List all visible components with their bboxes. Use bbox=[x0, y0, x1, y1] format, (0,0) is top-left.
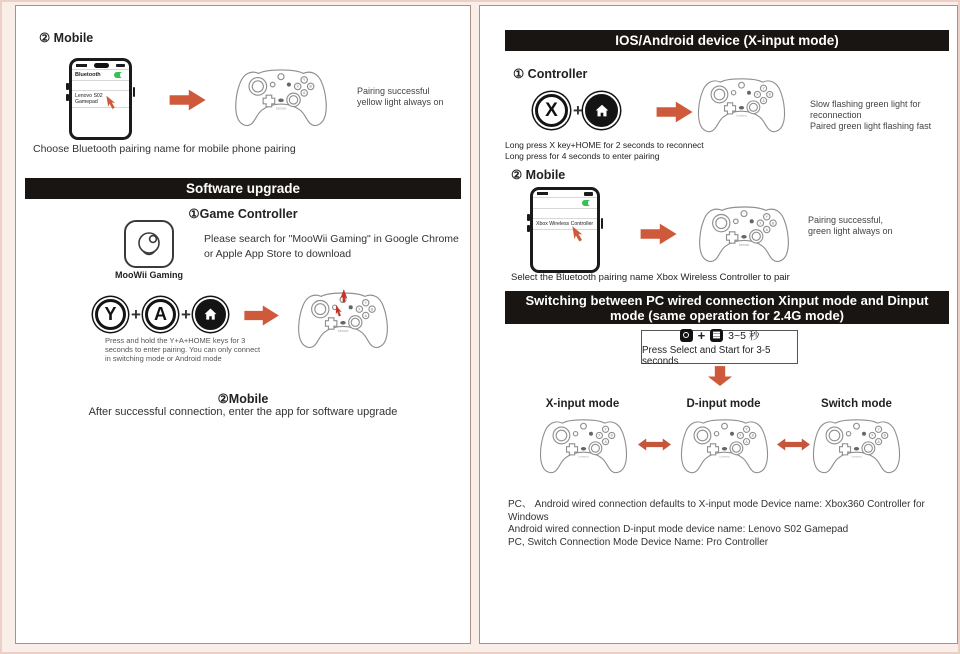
start-button-icon bbox=[710, 329, 723, 342]
step2-heading: ②Mobile bbox=[217, 392, 269, 406]
arrow-right-icon bbox=[656, 100, 694, 124]
volume-button bbox=[66, 94, 69, 101]
pairing-status-text bbox=[357, 86, 444, 108]
right-mobile-heading: ② Mobile bbox=[511, 168, 566, 182]
key-home-button bbox=[585, 94, 618, 127]
step2-text: After successful connection, enter the app for software upgrade bbox=[88, 406, 398, 418]
left-mobile-heading: ② Mobile bbox=[39, 31, 94, 45]
speaker-notch bbox=[94, 63, 109, 68]
gamepad-illustration bbox=[230, 63, 332, 133]
volume-button bbox=[66, 83, 69, 90]
power-button bbox=[133, 87, 136, 97]
bluetooth-label: Bluetooth bbox=[75, 71, 101, 78]
arrow-right-icon bbox=[244, 304, 280, 327]
switching-header bbox=[505, 291, 949, 324]
key-x-button: X bbox=[535, 94, 568, 127]
key-y-button: Y bbox=[95, 299, 126, 330]
plus-sign: + bbox=[697, 327, 706, 343]
status-line: green light always on bbox=[808, 226, 893, 236]
select-glyph bbox=[683, 332, 689, 338]
plus-sign: + bbox=[131, 305, 141, 324]
status-line: Paired green light flashing fast bbox=[810, 121, 932, 131]
device-name: Lenovo S02 Gamepad bbox=[75, 93, 103, 105]
note-line: Long press for 4 seconds to enter pairing bbox=[505, 150, 660, 161]
mode-label-xinput: X-input mode bbox=[545, 398, 620, 410]
mode-label-dinput: D-input mode bbox=[686, 398, 761, 410]
home-icon bbox=[202, 306, 219, 323]
page-left bbox=[15, 5, 471, 644]
device-list-item bbox=[533, 218, 597, 230]
note-line: in switching mode or Android mode bbox=[105, 354, 222, 363]
volume-button bbox=[527, 225, 530, 232]
green-light-status bbox=[810, 99, 931, 132]
battery-icon bbox=[584, 192, 593, 196]
arrow-right-icon bbox=[640, 222, 678, 246]
device-name: Xbox Wireless Controller bbox=[536, 221, 594, 227]
footnote-line: PC、 Android wired connection defaults to X-input mode Device name: Xbox360 Controller for Windows bbox=[508, 499, 925, 523]
gamepad-illustration bbox=[694, 200, 794, 269]
phone-illustration-right bbox=[530, 187, 600, 273]
footnote-line: PC, Switch Connection Mode Device Name: Pro Controller bbox=[508, 536, 769, 548]
select-button-icon bbox=[680, 329, 693, 342]
signal-icon bbox=[537, 192, 548, 195]
combo-note bbox=[105, 336, 285, 363]
combo-icons-row bbox=[680, 328, 760, 343]
bluetooth-row bbox=[72, 69, 129, 82]
moowii-logo-icon bbox=[132, 227, 166, 261]
status-line: reconnection bbox=[810, 110, 862, 120]
arrow-double-icon bbox=[777, 436, 810, 453]
signal-icon bbox=[76, 64, 87, 67]
tap-cursor-icon bbox=[101, 93, 119, 111]
plus-sign: + bbox=[573, 101, 583, 120]
reconnect-note bbox=[505, 140, 704, 161]
bluetooth-row bbox=[533, 197, 597, 210]
note-line: Press and hold the Y+A+HOME keys for 3 bbox=[105, 336, 246, 345]
status-line: Slow flashing green light for bbox=[810, 99, 921, 109]
home-icon bbox=[593, 102, 611, 120]
ios-android-header: IOS/Android device (X-input mode) bbox=[505, 30, 949, 51]
step1-heading: ①Game Controller bbox=[188, 207, 298, 221]
combo-caption: Press Select and Start for 3-5 seconds bbox=[642, 344, 771, 367]
note-line: Long press X key+HOME for 2 seconds to reconnect bbox=[505, 140, 704, 150]
gamepad-illustration-marked bbox=[293, 285, 393, 356]
moowii-app-icon bbox=[124, 220, 174, 268]
arrow-down-icon bbox=[707, 366, 733, 387]
left-mobile-caption: Choose Bluetooth pairing name for mobile phone pairing bbox=[33, 143, 296, 155]
arrow-double-icon bbox=[638, 436, 671, 453]
gamepad-illustration bbox=[676, 413, 773, 480]
tap-cursor-icon bbox=[567, 224, 586, 243]
power-button bbox=[601, 218, 604, 229]
note-line: seconds to enter pairing. You can only connect bbox=[105, 345, 261, 354]
gamepad-illustration bbox=[535, 413, 632, 480]
combo-instruction-box bbox=[641, 327, 798, 367]
status-line: Pairing successful bbox=[357, 86, 430, 96]
status-line: Pairing successful, bbox=[808, 215, 884, 225]
download-line: or Apple App Store to download bbox=[204, 248, 352, 260]
battery-icon bbox=[116, 64, 125, 68]
key-a-button: A bbox=[145, 299, 176, 330]
gamepad-illustration bbox=[808, 413, 905, 480]
key-home-button bbox=[195, 299, 226, 330]
phone-illustration-left bbox=[69, 58, 132, 140]
bluetooth-toggle bbox=[582, 200, 594, 207]
volume-button bbox=[527, 214, 530, 221]
gamepad-illustration bbox=[693, 72, 790, 139]
start-glyph bbox=[713, 334, 720, 335]
header-line: mode (same operation for 2.4G mode) bbox=[609, 307, 845, 323]
page-right bbox=[479, 5, 958, 644]
app-name-label: MooWii Gaming bbox=[115, 270, 183, 280]
duration-label: 3~5 秒 bbox=[728, 329, 760, 342]
download-line: Please search for "MooWii Gaming" in Google Chrome bbox=[204, 233, 459, 245]
controller-heading: ① Controller bbox=[513, 67, 588, 81]
mode-footnote bbox=[508, 499, 948, 549]
header-line: Switching between PC wired connection Xinput mode and Dinput bbox=[525, 292, 929, 308]
plus-sign: + bbox=[181, 305, 191, 324]
footnote-line: Android wired connection D-input mode device name: Lenovo S02 Gamepad bbox=[508, 524, 849, 535]
right-mobile-caption: Select the Bluetooth pairing name Xbox Wireless Controller to pair bbox=[511, 272, 790, 283]
phone-status-bar bbox=[72, 61, 129, 69]
arrow-right-icon bbox=[168, 88, 208, 112]
status-line: yellow light always on bbox=[357, 97, 444, 107]
bluetooth-toggle bbox=[114, 72, 126, 79]
mode-label-switch: Switch mode bbox=[821, 398, 892, 410]
pairing-status-text bbox=[808, 215, 893, 237]
download-instructions bbox=[204, 232, 459, 262]
software-upgrade-header: Software upgrade bbox=[25, 178, 461, 199]
